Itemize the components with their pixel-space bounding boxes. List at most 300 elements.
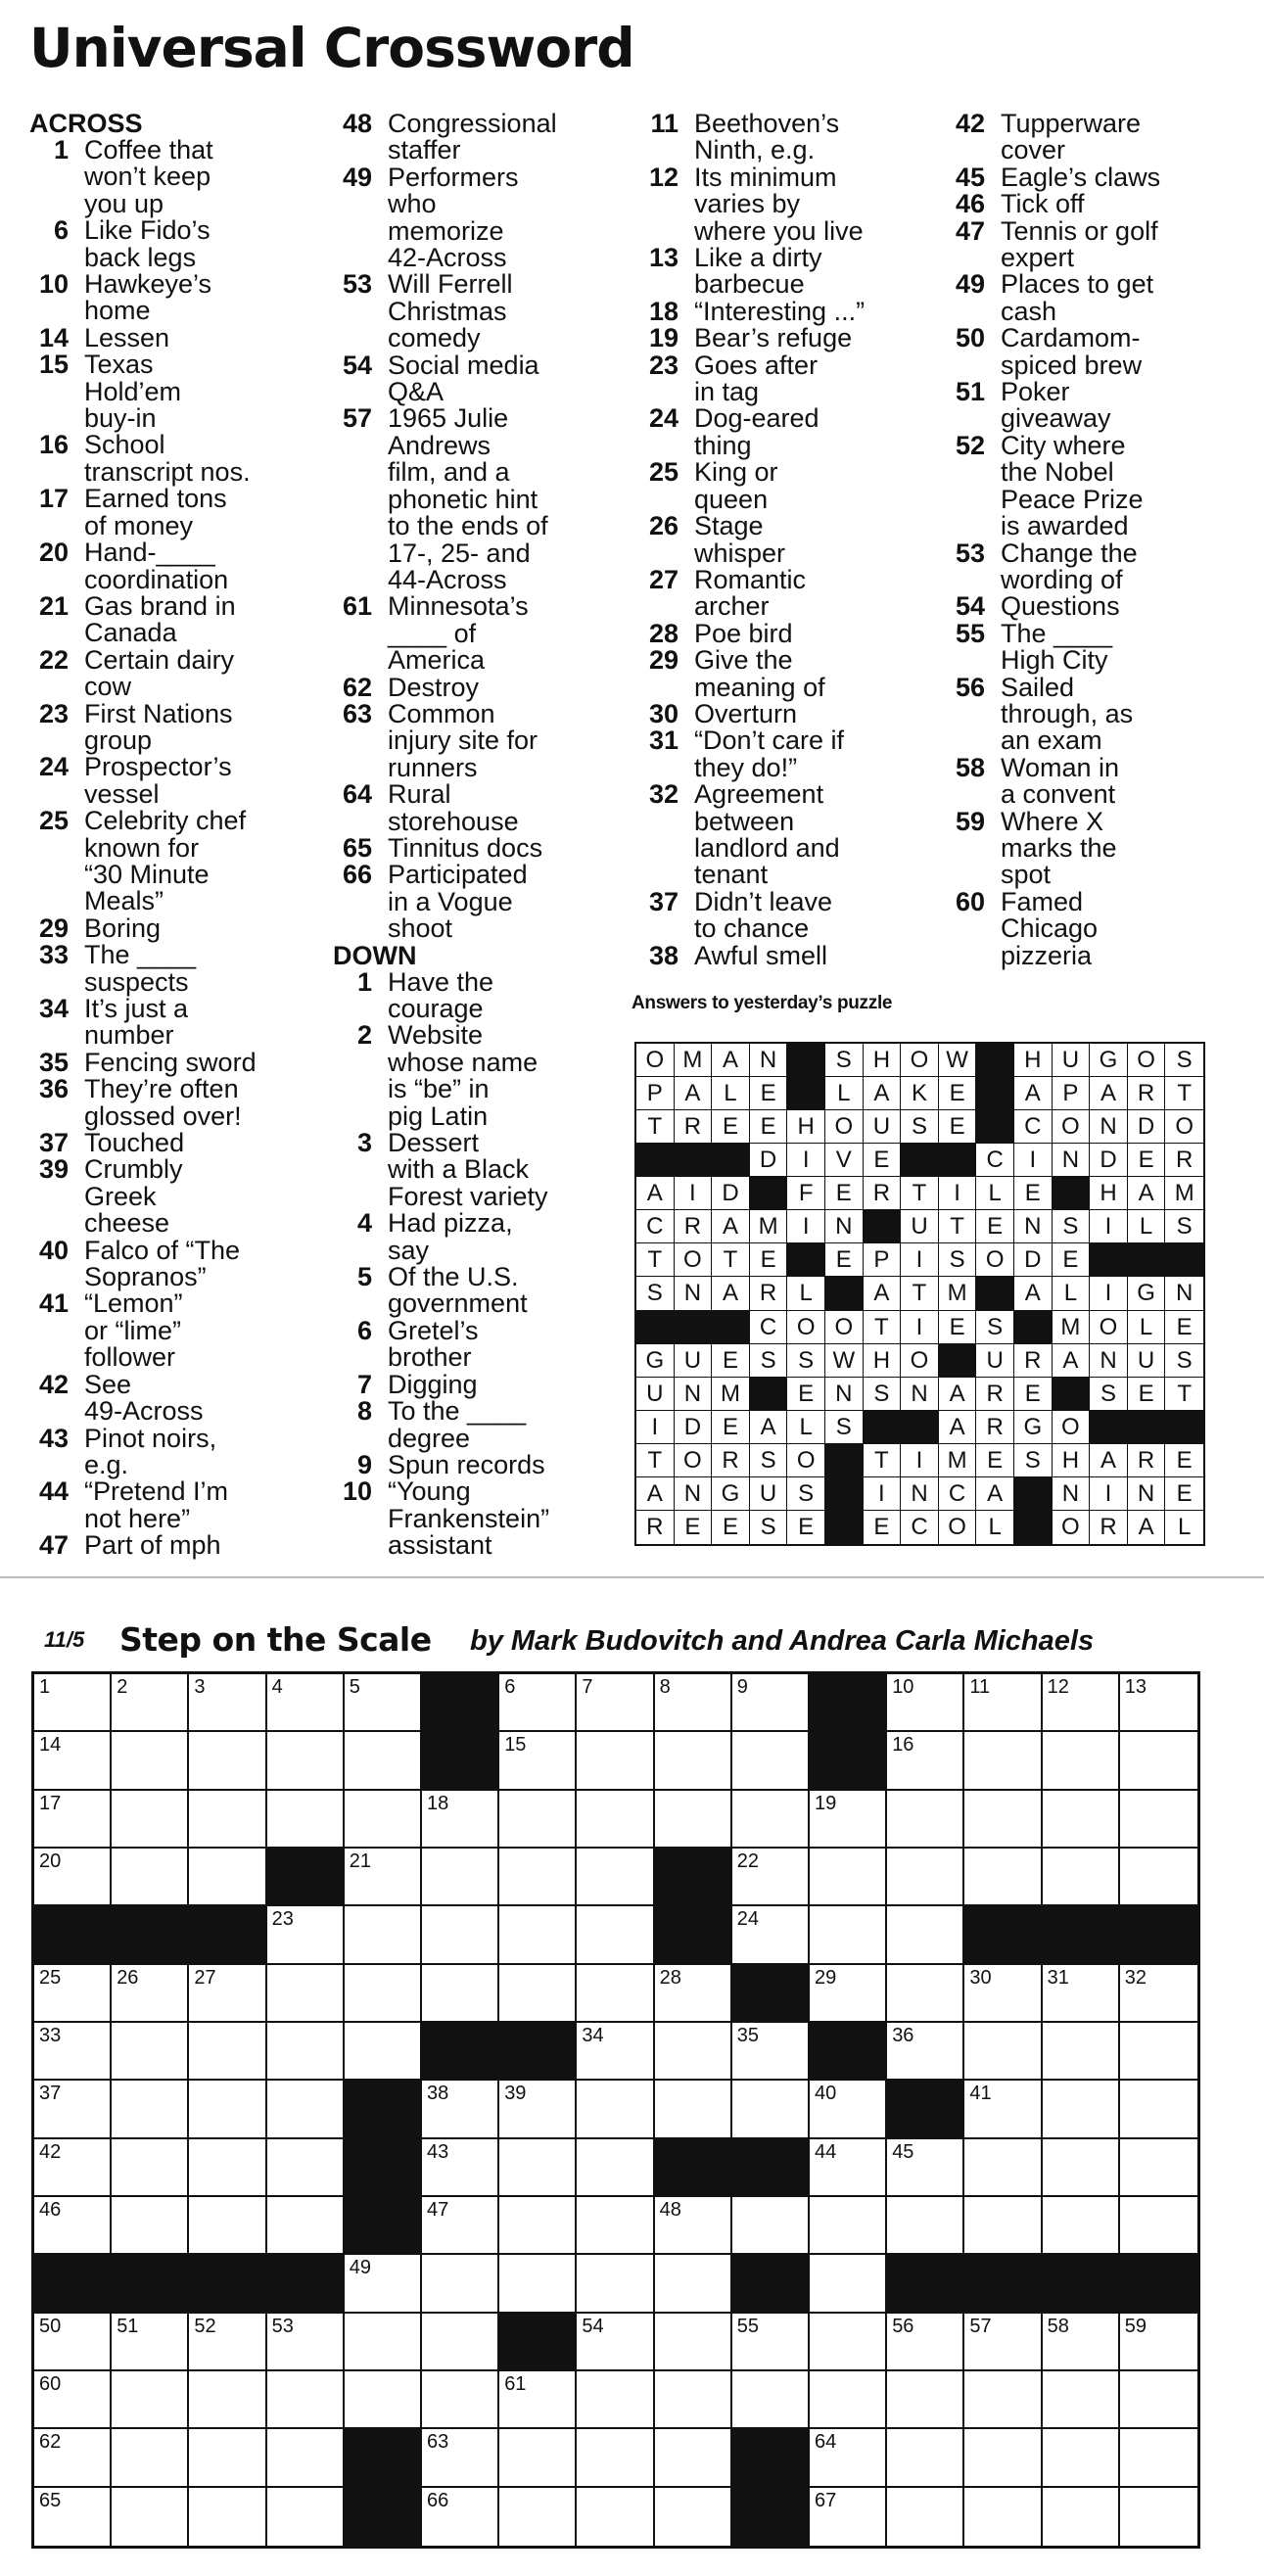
grid-cell[interactable] [267, 2488, 345, 2546]
clue-number: 11 [650, 109, 679, 138]
grid-cell[interactable] [1120, 2197, 1197, 2255]
grid-cell[interactable] [655, 2255, 732, 2313]
grid-cell[interactable] [189, 1965, 266, 2023]
grid-cell[interactable] [655, 2429, 732, 2487]
answer-letter: O [1090, 1311, 1128, 1344]
grid-cell[interactable] [499, 2371, 577, 2429]
grid-cell[interactable] [499, 1732, 577, 1790]
grid-cell[interactable] [422, 2429, 499, 2487]
answer-letter: O [675, 1243, 713, 1277]
clue-column-1 [29, 111, 323, 1560]
answer-letter: W [825, 1344, 864, 1378]
grid-cell[interactable] [1120, 1791, 1197, 1849]
answer-letter: S [787, 1344, 825, 1378]
clue-line: cash [1001, 296, 1057, 326]
grid-cell[interactable] [732, 2081, 810, 2138]
grid-cell[interactable] [34, 2023, 112, 2081]
grid-cell[interactable] [1043, 2023, 1120, 2081]
grid-cell[interactable] [1120, 2081, 1197, 2138]
grid-cell[interactable] [112, 2371, 189, 2429]
clue [29, 1532, 323, 1559]
grid-cell[interactable] [887, 1674, 964, 1732]
clue-line: Woman in [1001, 752, 1120, 782]
grid-cell[interactable] [34, 2371, 112, 2429]
grid-cell[interactable] [499, 2139, 577, 2197]
clue-line: memorize [388, 215, 504, 246]
grid-cell[interactable] [499, 2488, 577, 2546]
grid-cell[interactable] [422, 2314, 499, 2371]
grid-cell[interactable] [577, 2429, 654, 2487]
clue-line: Sopranos” [84, 1262, 207, 1292]
clue-number: 62 [342, 672, 372, 702]
clue-number: 28 [648, 618, 679, 648]
grid-cell[interactable] [345, 1791, 422, 1849]
grid-cell[interactable] [34, 2081, 112, 2138]
grid-cell[interactable] [732, 1906, 810, 1964]
grid-cell[interactable] [345, 1965, 422, 2023]
grid-cell[interactable] [34, 2314, 112, 2371]
grid-cell[interactable] [499, 2255, 577, 2313]
clue-number: 49 [342, 162, 372, 192]
grid-cell[interactable] [732, 2314, 810, 2371]
grid-cell[interactable] [577, 1732, 654, 1790]
clue-number: 44 [38, 1476, 69, 1507]
grid-cell[interactable] [112, 1674, 189, 1732]
grid-cell[interactable] [422, 1849, 499, 1906]
grid-cell[interactable] [964, 2023, 1042, 2081]
grid-cell[interactable] [655, 2081, 732, 2138]
grid-cell[interactable] [189, 2023, 266, 2081]
grid-cell[interactable] [422, 2139, 499, 2197]
answer-letter: L [1178, 1513, 1192, 1540]
grid-cell[interactable] [267, 2023, 345, 2081]
clue-line: Like a dirty [694, 243, 822, 273]
grid-cell[interactable] [1120, 1732, 1197, 1790]
grid-cell[interactable] [112, 2023, 189, 2081]
grid-cell[interactable] [810, 1906, 887, 1964]
grid-cell[interactable] [345, 2371, 422, 2429]
clue-text [84, 754, 323, 808]
clue [29, 1156, 323, 1237]
grid-cell[interactable] [810, 1965, 887, 2023]
grid-cell[interactable] [964, 2314, 1042, 2371]
grid-cell[interactable] [810, 2081, 887, 2138]
grid-cell[interactable] [499, 1906, 577, 1964]
grid-cell[interactable] [189, 2314, 266, 2371]
grid-block [34, 2255, 112, 2313]
grid-block [887, 2081, 964, 2138]
grid-cell[interactable] [1043, 1674, 1120, 1732]
grid-cell[interactable] [345, 1674, 422, 1732]
answer-letter: A [712, 1210, 750, 1243]
grid-cell[interactable] [887, 1965, 964, 2023]
clue-line: Coffee that [84, 135, 213, 164]
grid-cell[interactable] [34, 1791, 112, 1849]
grid-cell[interactable] [34, 2488, 112, 2546]
grid-cell[interactable] [577, 2081, 654, 2138]
clue-text [84, 590, 323, 648]
grid-cell[interactable] [655, 2488, 732, 2546]
grid-cell[interactable] [499, 1965, 577, 2023]
grid-cell[interactable] [112, 2429, 189, 2487]
grid-cell[interactable] [887, 2197, 964, 2255]
grid-cell[interactable] [887, 2371, 964, 2429]
grid-cell[interactable] [189, 2081, 266, 2138]
grid-cell[interactable] [810, 2197, 887, 2255]
grid-cell[interactable] [1043, 2488, 1120, 2546]
grid-cell[interactable] [1043, 2314, 1120, 2371]
grid-cell[interactable] [887, 2139, 964, 2197]
grid-cell[interactable] [577, 2197, 654, 2255]
grid-cell[interactable] [34, 1674, 112, 1732]
clue-line: back legs [84, 242, 197, 272]
answer-block [750, 1177, 788, 1210]
grid-cell[interactable] [732, 2023, 810, 2081]
grid-cell[interactable] [1043, 2371, 1120, 2429]
grid-cell[interactable] [655, 2197, 732, 2255]
clue [639, 352, 933, 406]
grid-cell[interactable] [422, 2197, 499, 2255]
clue-line: coordination [84, 564, 229, 594]
grid-cell[interactable] [887, 1849, 964, 1906]
grid-cell[interactable] [577, 2488, 654, 2546]
answer-letter: U [675, 1344, 713, 1378]
answer-letter: E [750, 1110, 788, 1144]
grid-cell[interactable] [189, 1791, 266, 1849]
grid-cell[interactable] [267, 2081, 345, 2138]
grid-cell[interactable] [577, 2139, 654, 2197]
grid-cell[interactable] [1120, 2371, 1197, 2429]
grid-cell[interactable] [34, 2139, 112, 2197]
grid-cell[interactable] [267, 2139, 345, 2197]
grid-cell[interactable] [189, 2197, 266, 2255]
clue [29, 1369, 323, 1427]
grid-cell[interactable] [964, 2488, 1042, 2546]
grid-cell[interactable] [887, 1906, 964, 1964]
grid-cell[interactable] [345, 1732, 422, 1790]
grid-cell[interactable] [655, 1674, 732, 1732]
grid-cell[interactable] [964, 1674, 1042, 1732]
grid-cell[interactable] [499, 1791, 577, 1849]
grid-cell[interactable] [887, 2429, 964, 2487]
answer-letter: E [1128, 1378, 1166, 1411]
grid-cell[interactable] [732, 1849, 810, 1906]
grid-cell[interactable] [810, 2429, 887, 2487]
cell-number: 14 [39, 1734, 62, 1756]
cell-number: 26 [117, 1966, 139, 1989]
grid-cell[interactable] [1043, 2197, 1120, 2255]
grid-cell[interactable] [810, 2255, 887, 2313]
clue-line: Dessert [388, 1128, 480, 1158]
grid-cell[interactable] [422, 2255, 499, 2313]
grid-cell[interactable] [267, 1906, 345, 1964]
grid-cell[interactable] [112, 1791, 189, 1849]
grid-cell[interactable] [887, 2314, 964, 2371]
grid-cell[interactable] [964, 1791, 1042, 1849]
answer-letter: R [1165, 1144, 1203, 1177]
answer-letter: S [636, 1277, 675, 1310]
grid-cell[interactable] [655, 1791, 732, 1849]
cell-number: 30 [969, 1966, 992, 1989]
grid-cell[interactable] [345, 1849, 422, 1906]
grid-cell[interactable] [964, 1965, 1042, 2023]
grid-cell[interactable] [267, 1732, 345, 1790]
clue-number: 37 [38, 1128, 69, 1158]
grid-cell[interactable] [422, 1906, 499, 1964]
grid-cell[interactable] [34, 1732, 112, 1790]
grid-cell[interactable] [1120, 2023, 1197, 2081]
clue-number: 26 [648, 511, 679, 541]
grid-cell[interactable] [499, 1674, 577, 1732]
grid-cell[interactable] [810, 1849, 887, 1906]
grid-cell[interactable] [112, 2081, 189, 2138]
grid-cell[interactable] [1043, 2429, 1120, 2487]
answer-letter: A [636, 1477, 675, 1511]
grid-cell[interactable] [655, 2314, 732, 2371]
answer-block [864, 1411, 902, 1444]
answer-block [976, 1077, 1014, 1110]
grid-cell[interactable] [1043, 1791, 1120, 1849]
grid-cell[interactable] [1120, 2488, 1197, 2546]
answer-block [1128, 1411, 1166, 1444]
grid-cell[interactable] [189, 2488, 266, 2546]
grid-cell[interactable] [1120, 1965, 1197, 2023]
answer-letter: E [1165, 1444, 1203, 1477]
grid-cell[interactable] [1043, 2139, 1120, 2197]
answer-letter: N [1090, 1110, 1128, 1144]
clue [29, 486, 323, 539]
grid-cell[interactable] [732, 2197, 810, 2255]
grid-cell[interactable] [422, 2371, 499, 2429]
grid-cell[interactable] [422, 1965, 499, 2023]
clue-text [84, 322, 323, 352]
grid-cell[interactable] [1120, 1849, 1197, 1906]
clue-line: “30 Minute [84, 859, 210, 889]
grid-cell[interactable] [422, 2488, 499, 2546]
cell-number: 1 [39, 1676, 51, 1698]
grid-cell[interactable] [267, 2429, 345, 2487]
grid-cell[interactable] [267, 2371, 345, 2429]
grid-cell[interactable] [1120, 2139, 1197, 2197]
grid-cell[interactable] [887, 2023, 964, 2081]
grid-cell[interactable] [112, 2139, 189, 2197]
grid-cell[interactable] [189, 1732, 266, 1790]
clue-number: 54 [342, 350, 372, 380]
clue-line: America [388, 645, 486, 676]
clue-text [388, 352, 627, 406]
grid-cell[interactable] [655, 1965, 732, 2023]
grid-cell[interactable] [732, 2371, 810, 2429]
grid-cell[interactable] [964, 2371, 1042, 2429]
clue-text [84, 1156, 323, 1237]
grid-block [345, 2197, 422, 2255]
page-title: Universal Crossword [29, 17, 634, 79]
cell-number: 59 [1124, 2315, 1147, 2337]
answer-letter: I [901, 1311, 939, 1344]
grid-cell[interactable] [422, 2081, 499, 2138]
clue-line: Bear’s refuge [694, 323, 853, 353]
grid-cell[interactable] [1043, 1965, 1120, 2023]
clue [639, 296, 933, 326]
grid-cell[interactable] [1043, 1732, 1120, 1790]
clue-line: vessel [84, 778, 160, 809]
grid-cell[interactable] [112, 2197, 189, 2255]
grid-cell[interactable] [732, 1791, 810, 1849]
grid-cell[interactable] [1120, 2314, 1197, 2371]
grid-cell[interactable] [1043, 2081, 1120, 2138]
answer-letter: N [825, 1210, 864, 1243]
answer-letter: C [636, 1210, 675, 1243]
grid-block [112, 2255, 189, 2313]
answer-letter: U [636, 1378, 675, 1411]
grid-cell[interactable] [964, 2081, 1042, 2138]
grid-cell[interactable] [189, 2139, 266, 2197]
grid-cell[interactable] [34, 1965, 112, 2023]
cell-number: 42 [39, 2140, 62, 2163]
grid-cell[interactable] [577, 1906, 654, 1964]
cell-number: 53 [271, 2315, 294, 2337]
answer-letter: L [1053, 1277, 1091, 1310]
clue-text [1001, 618, 1240, 676]
grid-cell[interactable] [189, 2371, 266, 2429]
grid-cell[interactable] [499, 2197, 577, 2255]
grid-cell[interactable] [34, 2197, 112, 2255]
clue-text [1001, 593, 1240, 620]
grid-cell[interactable] [499, 1849, 577, 1906]
grid-cell[interactable] [267, 2197, 345, 2255]
answer-block [636, 1144, 675, 1177]
clue-number: 22 [38, 644, 69, 675]
grid-cell[interactable] [345, 2314, 422, 2371]
grid-cell[interactable] [189, 1674, 266, 1732]
grid-cell[interactable] [1043, 1849, 1120, 1906]
grid-cell[interactable] [810, 1791, 887, 1849]
grid-cell[interactable] [34, 1849, 112, 1906]
clue-line: 42-Across [388, 243, 507, 273]
grid-cell[interactable] [964, 2197, 1042, 2255]
clue-line: Have the [388, 966, 494, 997]
clue-number: 57 [342, 403, 372, 434]
clue-text [388, 966, 627, 1023]
grid-cell[interactable] [34, 2429, 112, 2487]
grid-cell[interactable] [345, 2023, 422, 2081]
clue [333, 271, 627, 351]
grid-cell[interactable] [267, 2314, 345, 2371]
clue-text [84, 1532, 323, 1559]
grid-cell[interactable] [112, 1732, 189, 1790]
grid-cell[interactable] [267, 1791, 345, 1849]
grid-cell[interactable] [964, 1849, 1042, 1906]
clue-line: suspects [84, 966, 189, 997]
clue-number: 50 [955, 323, 985, 353]
grid-cell[interactable] [499, 2081, 577, 2138]
clue-line: they do!” [694, 752, 798, 782]
grid-cell[interactable] [964, 1732, 1042, 1790]
grid-cell[interactable] [732, 1674, 810, 1732]
grid-cell[interactable] [189, 2429, 266, 2487]
clue-line: Q&A [388, 377, 445, 407]
clue-text [388, 832, 627, 863]
grid-cell[interactable] [577, 1791, 654, 1849]
grid-cell[interactable] [112, 1965, 189, 2023]
grid-cell[interactable] [732, 1732, 810, 1790]
cell-number: 12 [1047, 1676, 1069, 1698]
cell-number: 20 [39, 1850, 62, 1872]
grid-cell[interactable] [112, 1849, 189, 1906]
grid-cell[interactable] [577, 2255, 654, 2313]
clue-number: 24 [38, 752, 69, 782]
grid-cell[interactable] [887, 2488, 964, 2546]
clue-line: 49-Across [84, 1396, 204, 1427]
grid-cell[interactable] [267, 1965, 345, 2023]
grid-cell[interactable] [577, 2371, 654, 2429]
answer-letter: M [939, 1444, 977, 1477]
answer-letter: H [1053, 1444, 1091, 1477]
grid-cell[interactable] [577, 1674, 654, 1732]
answer-letter: E [712, 1110, 750, 1144]
answer-letter: U [864, 1110, 902, 1144]
clue-number: 25 [648, 457, 679, 488]
grid-cell[interactable] [810, 2371, 887, 2429]
grid-cell[interactable] [655, 2371, 732, 2429]
grid-cell[interactable] [577, 1965, 654, 2023]
answer-letter: N [901, 1378, 939, 1411]
clue-text [84, 1235, 323, 1292]
grid-cell[interactable] [499, 2429, 577, 2487]
grid-cell[interactable] [1120, 1674, 1197, 1732]
grid-cell[interactable] [577, 2023, 654, 2081]
answer-letter: O [1128, 1044, 1166, 1077]
grid-cell[interactable] [655, 1732, 732, 1790]
grid-cell[interactable] [422, 1791, 499, 1849]
clue-line: known for [84, 832, 200, 863]
answer-letter: I [1014, 1144, 1053, 1177]
answer-letter: T [636, 1243, 675, 1277]
grid-cell[interactable] [112, 2314, 189, 2371]
clue [639, 618, 933, 648]
answer-letter: S [825, 1044, 864, 1077]
clue-line: Destroy [388, 672, 480, 702]
answer-letter: N [675, 1277, 713, 1310]
grid-cell[interactable] [577, 2314, 654, 2371]
cell-number: 36 [892, 2025, 914, 2046]
grid-cell[interactable] [189, 1849, 266, 1906]
grid-block [34, 1906, 112, 1964]
grid-cell[interactable] [810, 2139, 887, 2197]
answer-letter: R [864, 1177, 902, 1210]
grid-cell[interactable] [577, 1849, 654, 1906]
cell-number: 13 [1124, 1676, 1147, 1698]
grid-cell[interactable] [810, 2488, 887, 2546]
grid-cell[interactable] [655, 2023, 732, 2081]
grid-cell[interactable] [267, 1674, 345, 1732]
clue-line: cheese [84, 1208, 170, 1239]
grid-cell[interactable] [887, 1732, 964, 1790]
grid-cell[interactable] [810, 2314, 887, 2371]
answer-letter: I [787, 1210, 825, 1243]
grid-cell[interactable] [964, 2429, 1042, 2487]
grid-cell[interactable] [345, 1906, 422, 1964]
grid-cell[interactable] [964, 2139, 1042, 2197]
grid-cell[interactable] [887, 1791, 964, 1849]
grid-cell[interactable] [345, 2255, 422, 2313]
clue-line: Lessen [84, 322, 170, 352]
answer-letter: E [712, 1344, 750, 1378]
crossword-grid[interactable] [31, 1671, 1200, 2549]
grid-cell[interactable] [1120, 2429, 1197, 2487]
grid-cell[interactable] [112, 2488, 189, 2546]
clue-line: Hawkeye’s [84, 269, 212, 300]
